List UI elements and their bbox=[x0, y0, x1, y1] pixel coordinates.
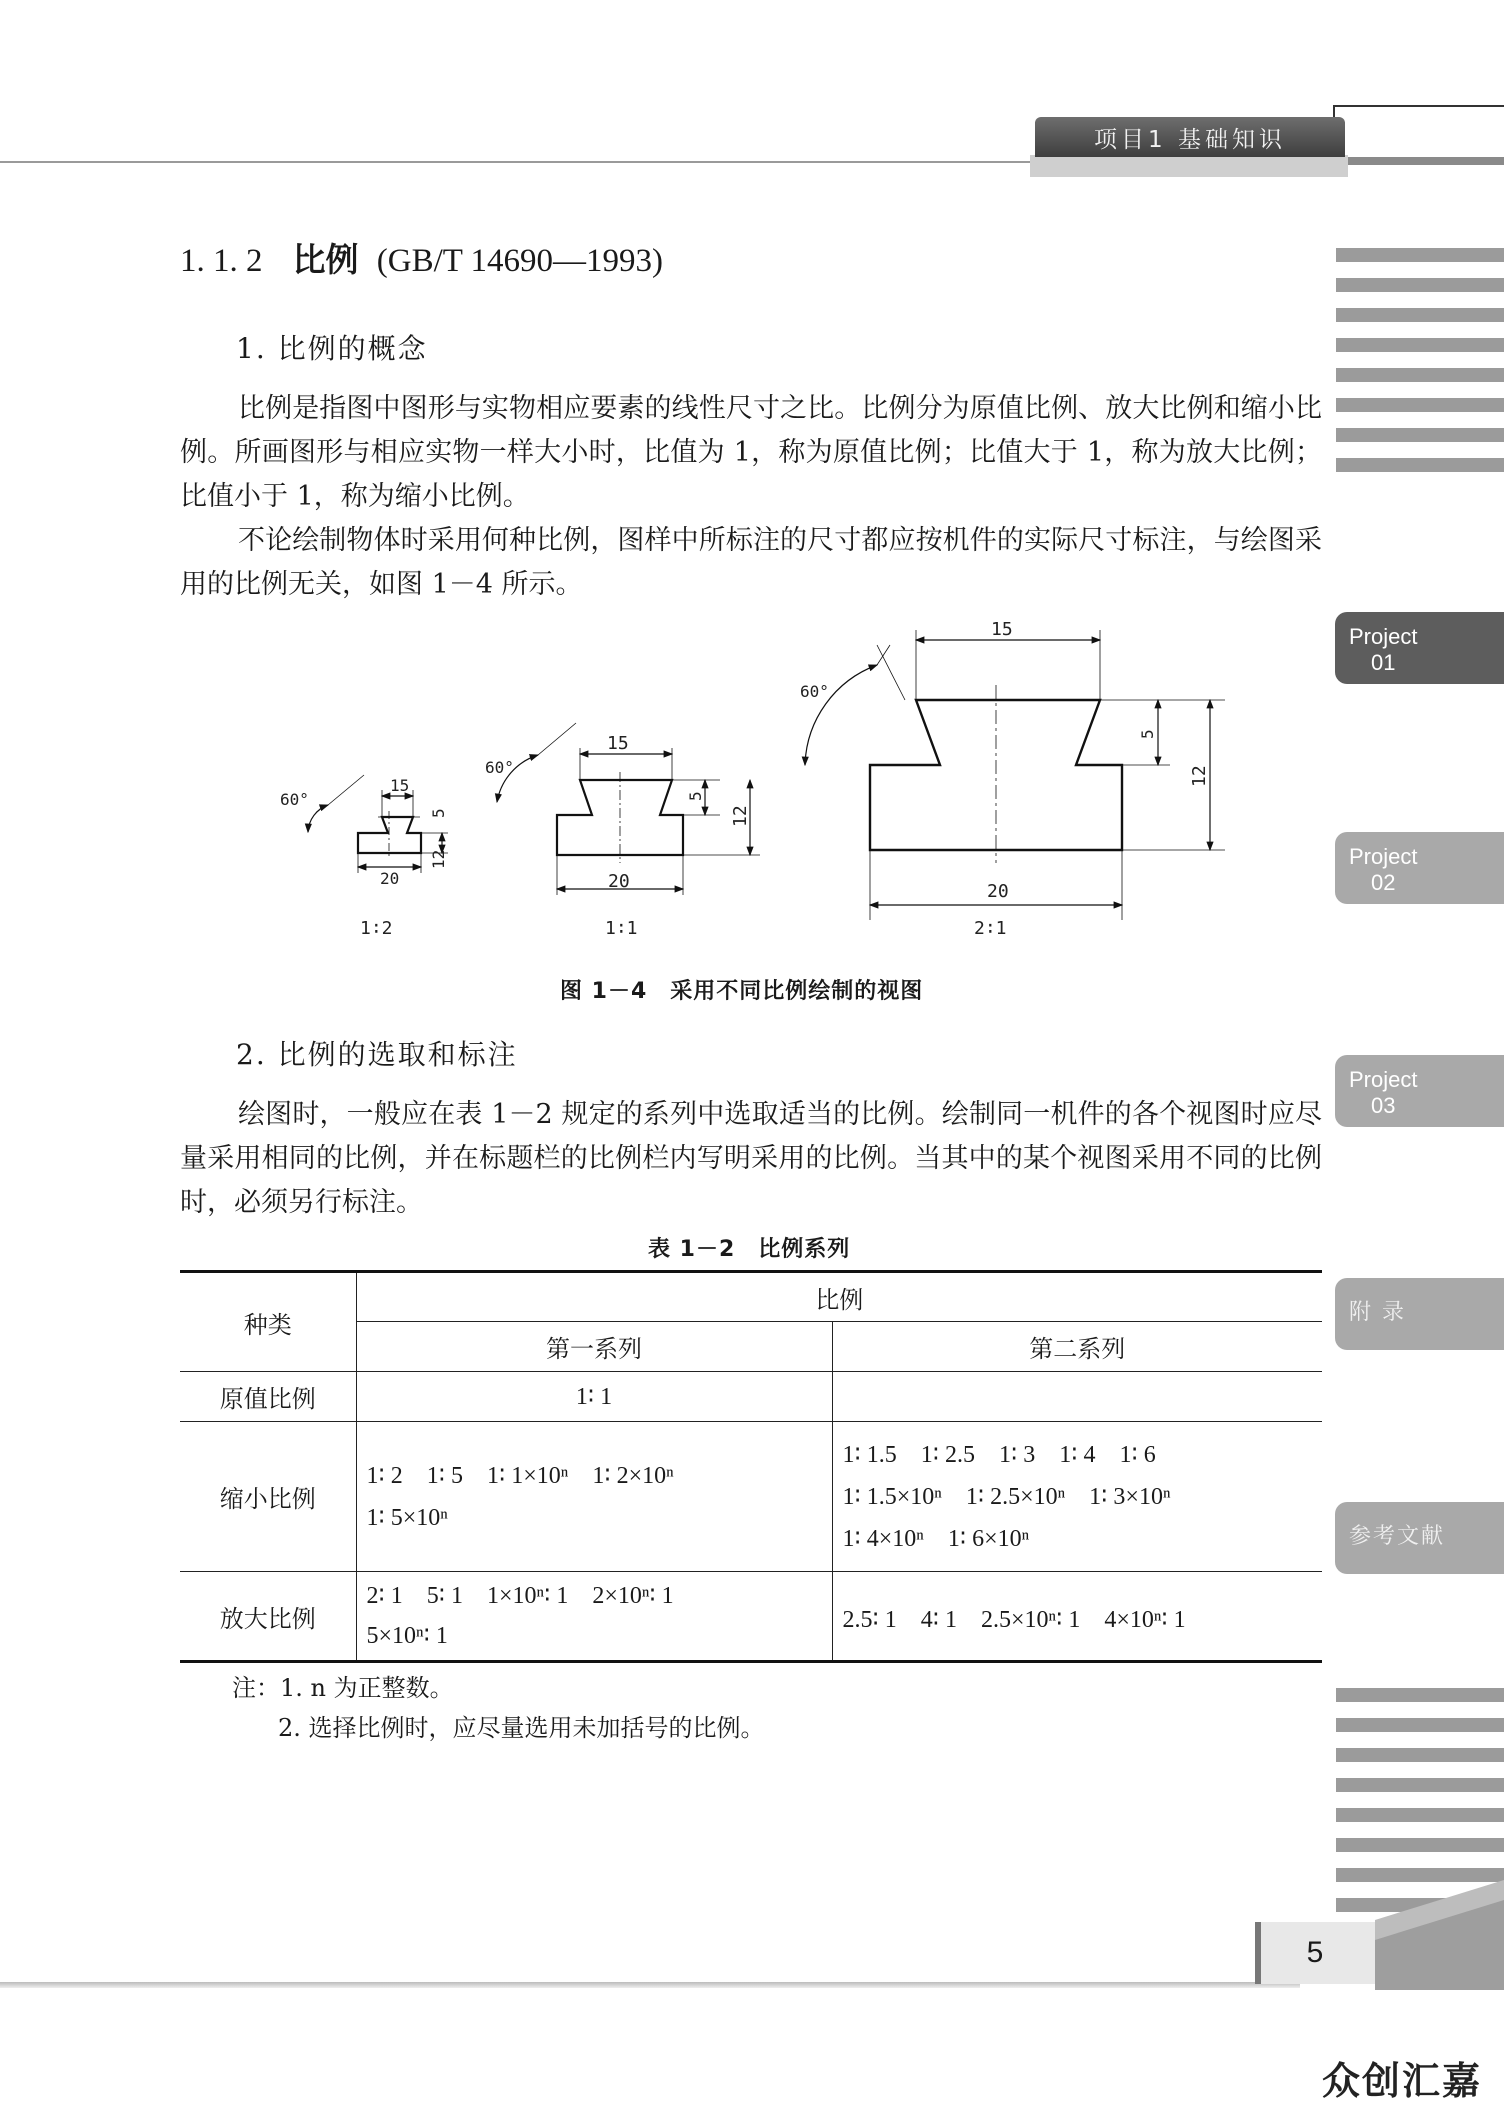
section-number: 1. 1. 2 bbox=[180, 243, 263, 279]
row-series-line: 1∶ 4×10ⁿ 1∶ 6×10ⁿ bbox=[842, 1525, 1030, 1552]
scale-label: 1∶2 bbox=[360, 918, 393, 939]
side-tab-appendix[interactable]: 附 录 bbox=[1335, 1278, 1504, 1350]
angle-leader bbox=[328, 775, 364, 805]
dim-label: 12 bbox=[1189, 765, 1210, 787]
angle-label: 60° bbox=[280, 790, 309, 809]
dim-label: 5 bbox=[1138, 729, 1157, 739]
paragraph-selection bbox=[180, 1093, 1322, 1225]
angle-label: 60° bbox=[800, 682, 829, 701]
dim-label: 5 bbox=[686, 791, 705, 801]
dim-label: 12 bbox=[429, 849, 448, 869]
row-series-line: 5×10ⁿ∶ 1 bbox=[366, 1623, 448, 1649]
row-series-1: 1∶ 1 bbox=[356, 1372, 832, 1422]
dim-label: 15 bbox=[991, 619, 1013, 640]
header-ratio: 比例 bbox=[356, 1272, 1322, 1322]
part-outline-1-2 bbox=[358, 817, 421, 853]
row-series-line: 1∶ 1.5×10ⁿ 1∶ 2.5×10ⁿ 1∶ 3×10ⁿ bbox=[842, 1483, 1171, 1510]
paragraph-text: 绘图时，一般应在表 1－2 规定的系列中选取适当的比例。绘制同一机件的各个视图时应尽量采用相同的比例，并在标题栏的比例栏内写明采用的比例。当其中的某个视图采用不同的比例时，必须另行标注。 bbox=[180, 1099, 1322, 1218]
footer-wedge bbox=[1375, 1880, 1504, 1990]
side-tab-project-03[interactable] bbox=[1335, 1055, 1504, 1127]
side-tab-project-01[interactable] bbox=[1335, 612, 1504, 684]
dim-label: 12 bbox=[730, 805, 751, 827]
side-tab-references[interactable]: 参考文献 bbox=[1335, 1502, 1504, 1574]
dim-label: 20 bbox=[380, 869, 400, 888]
paragraph-text: 比例是指图中图形与实物相应要素的线性尺寸之比。比例分为原值比例、放大比例和缩小比例。所画图形与相应实物一样大小时，比值为 1，称为原值比例；比值大于 1，称为放大比例；比值小于 1，称为缩小比例。 bbox=[180, 393, 1322, 512]
row-series-2 bbox=[832, 1422, 1322, 1572]
dim-label: 20 bbox=[608, 871, 630, 892]
table-note: 注：1. n 为正整数。 bbox=[232, 1674, 454, 1702]
row-kind: 放大比例 bbox=[180, 1572, 356, 1662]
scale-label: 2∶1 bbox=[974, 918, 1007, 939]
figure-scale-views bbox=[260, 605, 1250, 950]
figure-caption: 图 1－4 采用不同比例绘制的视图 bbox=[560, 979, 924, 1004]
row-series-2 bbox=[832, 1372, 1322, 1422]
header-decor-frame bbox=[1333, 105, 1504, 157]
page-number: 5 bbox=[1255, 1922, 1375, 1984]
section-title: 比例 bbox=[292, 240, 359, 279]
header-tab-shadow bbox=[1030, 155, 1348, 177]
subheading-concept: 1. 比例的概念 bbox=[236, 332, 428, 365]
header-series-2: 第二系列 bbox=[832, 1322, 1322, 1372]
side-tab-label: Project bbox=[1349, 1067, 1418, 1092]
subheading-selection: 2. 比例的选取和标注 bbox=[236, 1038, 518, 1071]
paragraph-text: 不论绘制物体时采用何种比例，图样中所标注的尺寸都应按机件的实际尺寸标注，与绘图采用的比例无关，如图 1－4 所示。 bbox=[180, 525, 1322, 600]
table-row bbox=[180, 1372, 1322, 1422]
side-tab-label: Project bbox=[1349, 624, 1418, 649]
publisher-logo: 众创汇嘉 bbox=[1322, 2059, 1483, 2103]
chapter-header-tab: 项目1 基础知识 bbox=[1035, 117, 1345, 157]
page-number-bar bbox=[1255, 1922, 1261, 1984]
ratio-table bbox=[180, 1270, 1322, 1663]
paragraph-concept bbox=[180, 387, 1322, 607]
table-row bbox=[180, 1572, 1322, 1662]
side-tab-project-02[interactable] bbox=[1335, 832, 1504, 904]
section-standard: (GB/T 14690—1993) bbox=[376, 243, 664, 279]
side-tab-number: 02 bbox=[1371, 870, 1396, 895]
header-series-1: 第一系列 bbox=[356, 1322, 832, 1372]
row-series-line: 1∶ 2 1∶ 5 1∶ 1×10ⁿ 1∶ 2×10ⁿ bbox=[366, 1462, 674, 1489]
footer-rule bbox=[0, 1982, 1300, 1988]
table-row bbox=[180, 1422, 1322, 1572]
scale-label: 1∶1 bbox=[605, 918, 638, 939]
section-heading bbox=[180, 234, 663, 281]
row-series-line: 2∶ 1 5∶ 1 1×10ⁿ∶ 1 2×10ⁿ∶ 1 bbox=[366, 1583, 674, 1609]
angle-label: 60° bbox=[485, 758, 514, 777]
side-tab-number: 01 bbox=[1371, 650, 1396, 675]
row-series-2: 2.5∶ 1 4∶ 1 2.5×10ⁿ∶ 1 4×10ⁿ∶ 1 bbox=[832, 1572, 1322, 1662]
side-tab-label: Project bbox=[1349, 844, 1418, 869]
row-kind: 原值比例 bbox=[180, 1372, 356, 1422]
row-series-1 bbox=[356, 1572, 832, 1662]
table-notes bbox=[232, 1668, 765, 1748]
dim-label: 15 bbox=[390, 776, 410, 795]
row-series-line: 1∶ 1.5 1∶ 2.5 1∶ 3 1∶ 4 1∶ 6 bbox=[842, 1441, 1156, 1468]
dim-label: 20 bbox=[987, 881, 1009, 902]
dim-label: 5 bbox=[429, 808, 448, 818]
side-tab-number: 03 bbox=[1371, 1093, 1396, 1118]
row-series-line: 1∶ 5×10ⁿ bbox=[366, 1504, 448, 1531]
dim-label: 15 bbox=[607, 733, 629, 754]
table-note: 2. 选择比例时，应尽量选用未加括号的比例。 bbox=[278, 1714, 765, 1742]
table-caption: 表 1－2 比例系列 bbox=[648, 1237, 851, 1262]
row-kind: 缩小比例 bbox=[180, 1422, 356, 1572]
header-kind: 种类 bbox=[180, 1272, 356, 1372]
row-series-1 bbox=[356, 1422, 832, 1572]
